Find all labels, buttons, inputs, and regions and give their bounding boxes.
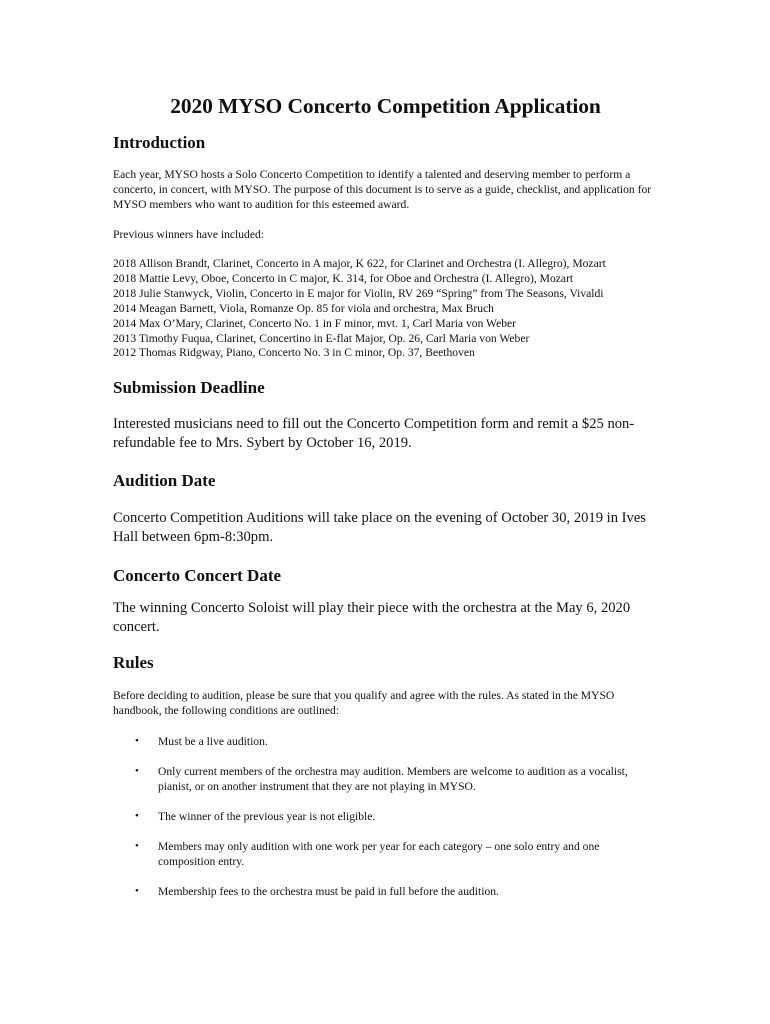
winner-item: 2018 Mattie Levy, Oboe, Concerto in C major, K. 314, for Oboe and Orchestra (I. Allegro), Mozart: [113, 271, 574, 285]
winner-item: 2013 Timothy Fuqua, Clarinet, Concertino in E-flat Major, Op. 26, Carl Maria von Weber: [113, 331, 530, 345]
rules-intro: Before deciding to audition, please be sure that you qualify and agree with the rules. As stated in the MYSO handbook, the following conditions are outlined:: [113, 689, 615, 718]
rule-item: [113, 734, 658, 749]
bullet-icon: •: [135, 840, 139, 853]
document-title: 2020 MYSO Concerto Competition Application: [170, 94, 601, 118]
winners-intro: Previous winners have included:: [113, 228, 265, 241]
concert-heading: Concerto Concert Date: [113, 566, 282, 586]
submission-heading: Submission Deadline: [113, 378, 265, 398]
rule-text: Must be a live audition.: [158, 735, 268, 749]
winner-item: 2018 Allison Brandt, Clarinet, Concerto in A major, K 622, for Clarinet and Orchestra (I. Allegro), Mozart: [113, 257, 606, 270]
rule-text: Members may only audition with one work per year for each category – one solo entry and one composition entry.: [158, 840, 600, 869]
audition-heading: Audition Date: [113, 471, 216, 491]
rule-text: Membership fees to the orchestra must be paid in full before the audition.: [158, 885, 499, 899]
audition-text: Concerto Competition Auditions will take place on the evening of October 30, 2019 in Ives Hall between 6pm-8:30pm.: [113, 510, 646, 546]
rules-list: [113, 734, 658, 899]
introduction-paragraph: Each year, MYSO hosts a Solo Concerto Competition to identify a talented and deserving member to perform a concerto, in concert, with MYSO. The purpose of this document is to serve as a guide, checklist, and application for MYSO members who want to audition for this esteemed award.: [113, 168, 652, 211]
rule-item: [113, 884, 658, 899]
bullet-icon: •: [135, 885, 139, 898]
document-page: [113, 92, 658, 899]
winner-item: 2014 Max O’Mary, Clarinet, Concerto No. 1 in F minor, mvt. 1, Carl Maria von Weber: [113, 316, 517, 330]
concert-section: [113, 565, 658, 637]
introduction-section: [113, 132, 658, 361]
rule-item: [113, 809, 658, 824]
rules-section: [113, 652, 658, 899]
rule-item: [113, 764, 658, 794]
audition-section: [113, 470, 658, 547]
introduction-heading: Introduction: [113, 133, 206, 152]
submission-section: [113, 377, 658, 453]
submission-text: Interested musicians need to fill out the Concerto Competition form and remit a $25 non-refundable fee to Mrs. Sybert by October 16, 2019.: [113, 416, 635, 452]
rules-heading: Rules: [113, 653, 154, 673]
rule-item: [113, 839, 658, 869]
concert-text: The winning Concerto Soloist will play their piece with the orchestra at the May 6, 2020 concert.: [113, 600, 631, 636]
winner-item: 2014 Meagan Barnett, Viola, Romanze Op. 85 for viola and orchestra, Max Bruch: [113, 301, 494, 315]
bullet-icon: •: [135, 735, 139, 748]
previous-winners-list: [113, 257, 658, 361]
rule-text: The winner of the previous year is not eligible.: [158, 810, 376, 824]
bullet-icon: •: [135, 765, 139, 778]
winner-item: 2012 Thomas Ridgway, Piano, Concerto No. 3 in C minor, Op. 37, Beethoven: [113, 346, 475, 360]
rule-text: Only current members of the orchestra may audition. Members are welcome to audition as a vocalist, pianist, or on another instrument that they are not playing in MYSO.: [158, 765, 628, 794]
winner-item: 2018 Julie Stanwyck, Violin, Concerto in E major for Violin, RV 269 “Spring” from The Seasons, Vivaldi: [113, 286, 604, 300]
bullet-icon: •: [135, 810, 139, 823]
